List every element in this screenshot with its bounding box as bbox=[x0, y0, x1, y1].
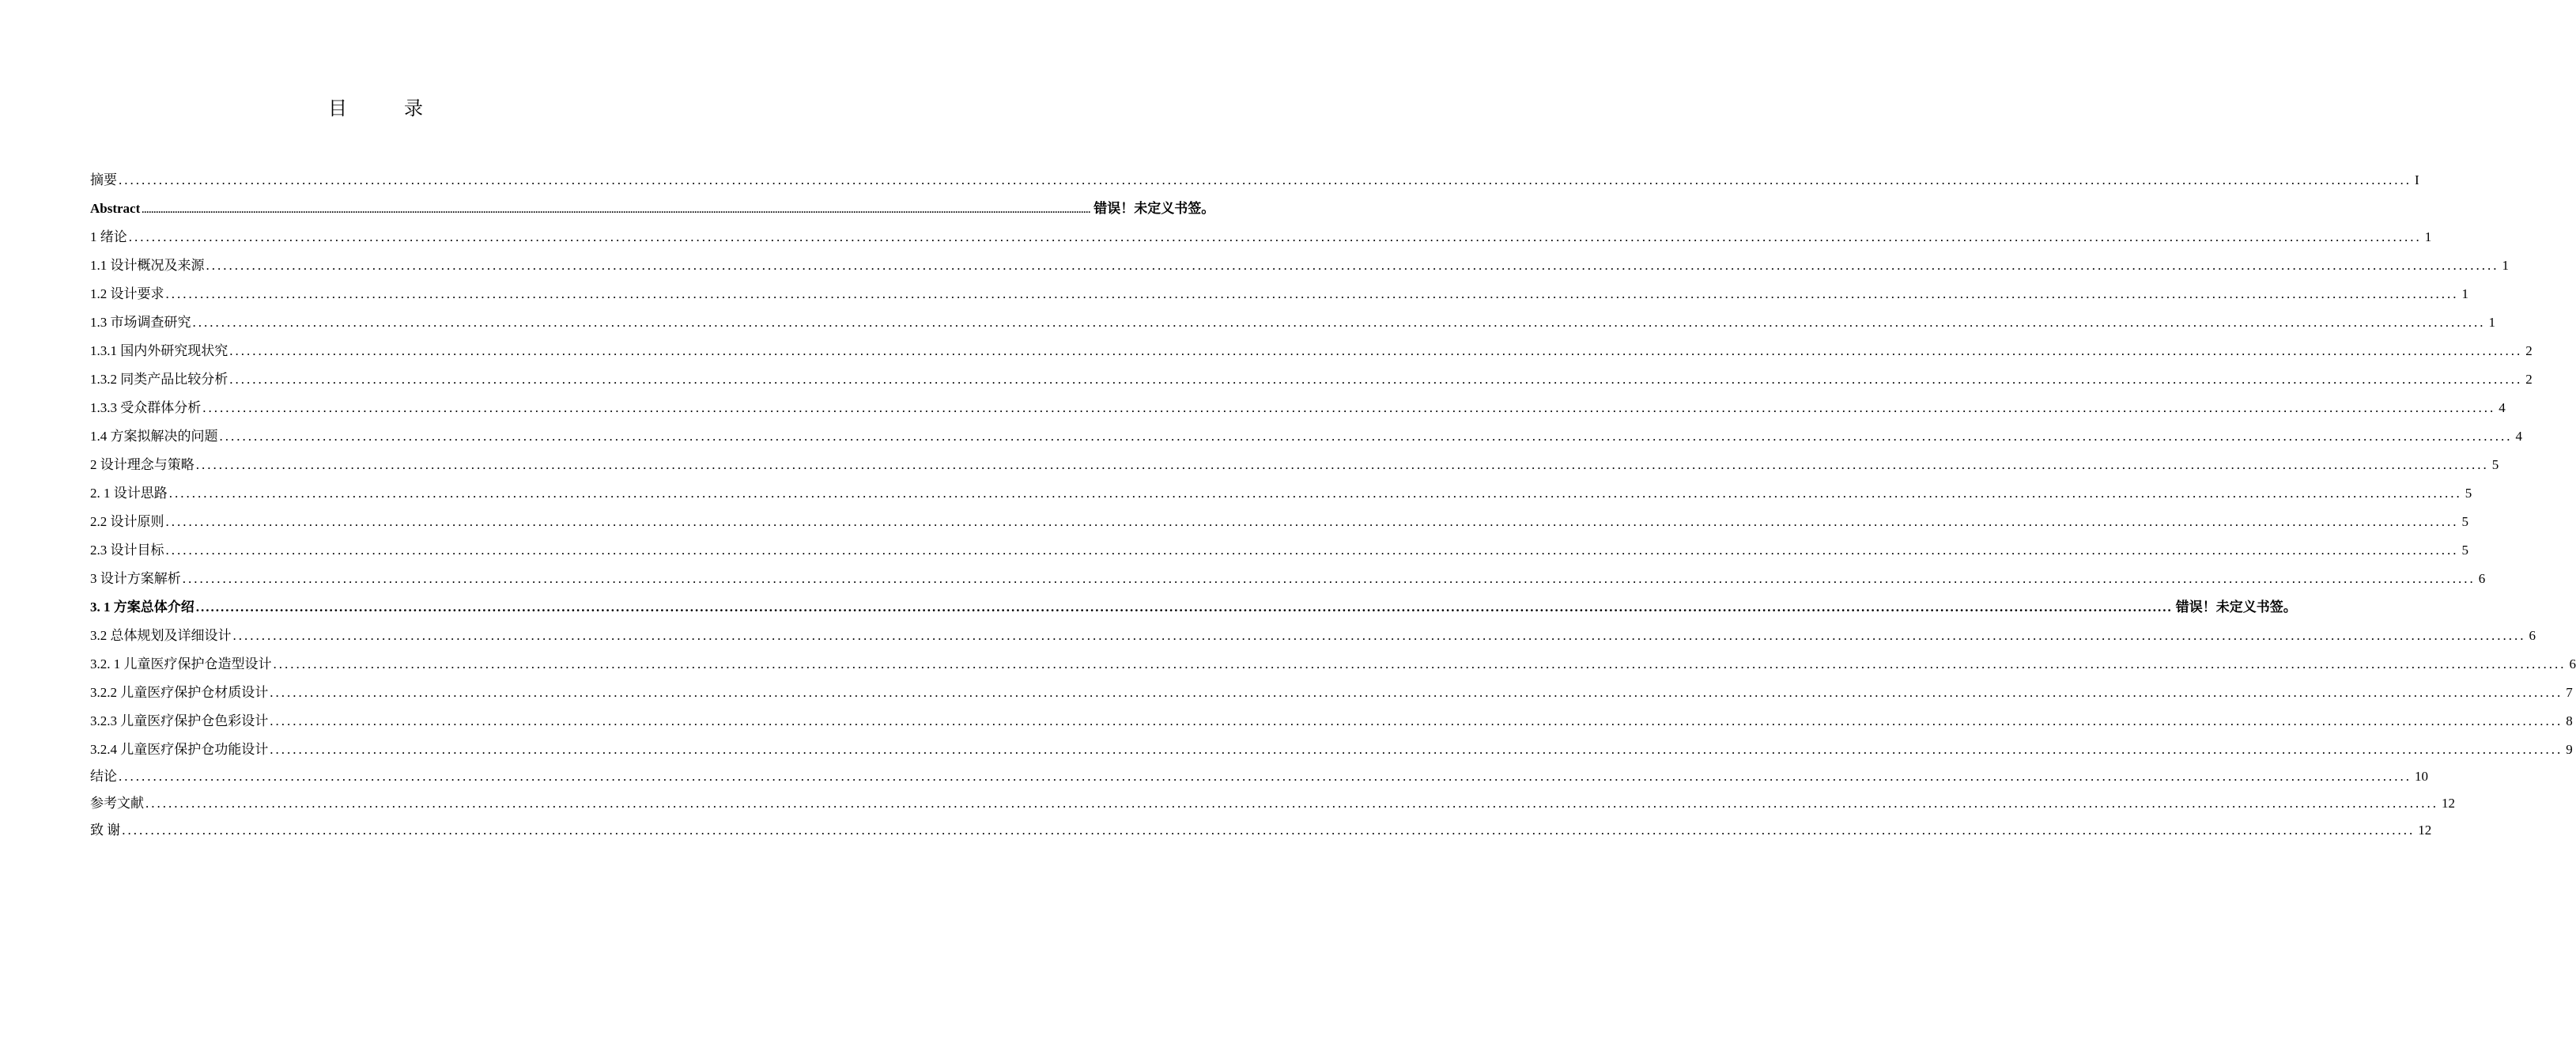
toc-entry-label: 2 设计理念与策略 bbox=[90, 457, 195, 472]
toc-entry[interactable] bbox=[90, 819, 2432, 848]
toc-dot-leader: ................................................................................................................................................................................................................................................................................................................................................................................................................ bbox=[165, 514, 2459, 529]
toc-entry[interactable] bbox=[90, 682, 2573, 710]
toc-entry-page: 6 bbox=[2529, 628, 2536, 643]
toc-dot-leader: ................................................................................................................................................................................................................................................................................................................................................................................................................ bbox=[229, 372, 2523, 387]
toc-dot-leader: ................................................................................................................................................................................................................................................................................................................................................................................................................ bbox=[195, 600, 2173, 615]
toc-entry[interactable] bbox=[90, 369, 2533, 397]
toc-entry[interactable] bbox=[90, 454, 2499, 482]
toc-entry-page: 1 bbox=[2488, 315, 2495, 330]
toc-entry-label: 1.3 市场调查研究 bbox=[90, 315, 191, 330]
toc-entry-page: I bbox=[2415, 172, 2419, 187]
toc-entry-label: 2.2 设计原则 bbox=[90, 514, 164, 529]
toc-entry-label: 1 绪论 bbox=[90, 229, 127, 244]
toc-entry-label: 1.4 方案拟解决的问题 bbox=[90, 429, 218, 444]
toc-dot-leader: ................................................................................................................................................................................................................................................................................................................................................................................................................ bbox=[165, 543, 2459, 558]
toc-entry[interactable] bbox=[90, 340, 2533, 369]
toc-entry-page: 1 bbox=[2461, 286, 2468, 301]
toc-entry-page: 10 bbox=[2415, 769, 2428, 784]
toc-entry-label: 1.1 设计概况及来源 bbox=[90, 258, 205, 273]
toc-dot-leader: ................................................................................................................................................................................................................................................................................................................................................................................................................ bbox=[122, 823, 2415, 838]
toc-entry[interactable] bbox=[90, 766, 2428, 793]
toc-entry[interactable] bbox=[90, 169, 2419, 198]
toc-entry-label: 结论 bbox=[90, 769, 117, 784]
toc-entry-label: 致 谢 bbox=[90, 823, 121, 838]
toc-entry-page: 5 bbox=[2465, 486, 2472, 501]
toc-entry-page: 2 bbox=[2525, 343, 2533, 358]
toc-entry-label: 3. 1 方案总体介绍 bbox=[90, 600, 195, 615]
toc-entry-page: 4 bbox=[2499, 400, 2506, 415]
toc-entry-page: 7 bbox=[2566, 685, 2573, 700]
toc-entry-page: 5 bbox=[2461, 543, 2468, 558]
toc-entry-label: 3.2.4 儿童医疗保护仓功能设计 bbox=[90, 742, 269, 757]
toc-entry[interactable] bbox=[90, 710, 2573, 739]
toc-entry[interactable] bbox=[90, 793, 2455, 819]
toc-dot-leader: ................................................................................................................................................................................................................................................................................................................................................................................................................ bbox=[202, 400, 2496, 415]
toc-dot-leader: ................................................................................................................................................................................................................................................................................................................................................................................................................ bbox=[145, 796, 2438, 811]
toc-entry-page: 8 bbox=[2566, 713, 2573, 728]
toc-entry-page: 1 bbox=[2424, 229, 2432, 244]
toc-dot-leader: ................................................................................................................................................................................................................................................................................................................................................................................................................ bbox=[182, 571, 2476, 586]
toc-entry-page: 5 bbox=[2461, 514, 2468, 529]
toc-entry[interactable] bbox=[90, 596, 2297, 625]
toc-entry-label: 参考文献 bbox=[90, 796, 144, 811]
toc-dot-leader: ................................................................................................................................................................................................................................................................................................................................................................................................................ bbox=[128, 229, 2422, 244]
toc-dot-leader: ................................................................................................................................................................................................................................................................................................................................................................................................................ bbox=[270, 713, 2563, 728]
toc-entry-page: 2 bbox=[2525, 372, 2533, 387]
toc-entry-label: 1.3.3 受众群体分析 bbox=[90, 400, 202, 415]
toc-entry-page: 6 bbox=[2569, 656, 2576, 671]
toc-dot-leader: ................................................................................................................................................................................................................................................................................................................................................................................................................ bbox=[142, 204, 1091, 215]
toc-dot-leader: ................................................................................................................................................................................................................................................................................................................................................................................................................ bbox=[192, 315, 2486, 330]
toc-entry-page: 6 bbox=[2478, 571, 2486, 586]
toc-dot-leader: ................................................................................................................................................................................................................................................................................................................................................................................................................ bbox=[168, 486, 2462, 501]
toc-entry[interactable] bbox=[90, 568, 2486, 596]
toc-entry-label: 3.2.2 儿童医疗保护仓材质设计 bbox=[90, 685, 269, 700]
toc-entry-label: 1.3.1 国内外研究现状究 bbox=[90, 343, 229, 358]
toc-entry-page: 错误！未定义书签。 bbox=[1093, 201, 1215, 216]
toc-entry[interactable] bbox=[90, 312, 2495, 340]
toc-entry[interactable] bbox=[90, 226, 2432, 255]
toc-dot-leader: ................................................................................................................................................................................................................................................................................................................................................................................................................ bbox=[165, 286, 2459, 301]
toc-dot-leader: ................................................................................................................................................................................................................................................................................................................................................................................................................ bbox=[119, 172, 2412, 187]
toc-entry-page: 1 bbox=[2502, 258, 2509, 273]
toc-dot-leader: ................................................................................................................................................................................................................................................................................................................................................................................................................ bbox=[229, 343, 2523, 358]
toc-entry[interactable] bbox=[90, 653, 2576, 682]
toc-entry[interactable] bbox=[90, 539, 2468, 568]
toc-entry-label: 3 设计方案解析 bbox=[90, 571, 181, 586]
toc-entry-label: 摘要 bbox=[90, 172, 117, 187]
toc-entry-label: 1.3.2 同类产品比较分析 bbox=[90, 372, 229, 387]
toc-entry[interactable] bbox=[90, 397, 2506, 426]
toc-entry-page: 9 bbox=[2566, 742, 2573, 757]
toc-dot-leader: ................................................................................................................................................................................................................................................................................................................................................................................................................ bbox=[270, 685, 2563, 700]
toc-entry[interactable] bbox=[90, 426, 2522, 454]
toc-dot-leader: ................................................................................................................................................................................................................................................................................................................................................................................................................ bbox=[195, 457, 2489, 472]
toc-title: 目 录 bbox=[328, 99, 442, 119]
toc-entry[interactable] bbox=[90, 625, 2536, 653]
toc-dot-leader: ................................................................................................................................................................................................................................................................................................................................................................................................................ bbox=[206, 258, 2499, 273]
toc-entry-page: 错误！未定义书签。 bbox=[2175, 600, 2297, 615]
toc-entry-label: 1.2 设计要求 bbox=[90, 286, 164, 301]
toc-dot-leader: ................................................................................................................................................................................................................................................................................................................................................................................................................ bbox=[270, 742, 2563, 757]
toc-entry-label: 3.2 总体规划及详细设计 bbox=[90, 628, 232, 643]
toc-entry-label: Abstract bbox=[90, 201, 141, 216]
toc-entry-label: 2.3 设计目标 bbox=[90, 543, 164, 558]
toc-entry-page: 12 bbox=[2418, 823, 2432, 838]
toc-dot-leader: ................................................................................................................................................................................................................................................................................................................................................................................................................ bbox=[232, 628, 2526, 643]
toc-entry-page: 4 bbox=[2515, 429, 2522, 444]
toc-entry-label: 3.2.3 儿童医疗保护仓色彩设计 bbox=[90, 713, 269, 728]
table-of-contents bbox=[90, 169, 2576, 848]
toc-entry[interactable] bbox=[90, 511, 2468, 539]
toc-entry[interactable] bbox=[90, 198, 1215, 226]
toc-dot-leader: ................................................................................................................................................................................................................................................................................................................................................................................................................ bbox=[119, 769, 2412, 784]
toc-entry[interactable] bbox=[90, 283, 2468, 312]
toc-entry-label: 3.2. 1 儿童医疗保护仓造型设计 bbox=[90, 656, 272, 671]
toc-entry[interactable] bbox=[90, 739, 2573, 766]
toc-entry-page: 5 bbox=[2491, 457, 2499, 472]
toc-dot-leader: ................................................................................................................................................................................................................................................................................................................................................................................................................ bbox=[219, 429, 2513, 444]
toc-entry[interactable] bbox=[90, 255, 2509, 283]
toc-entry[interactable] bbox=[90, 482, 2472, 511]
toc-dot-leader: ................................................................................................................................................................................................................................................................................................................................................................................................................ bbox=[273, 656, 2567, 671]
toc-entry-label: 2. 1 设计思路 bbox=[90, 486, 168, 501]
toc-entry-page: 12 bbox=[2442, 796, 2455, 811]
